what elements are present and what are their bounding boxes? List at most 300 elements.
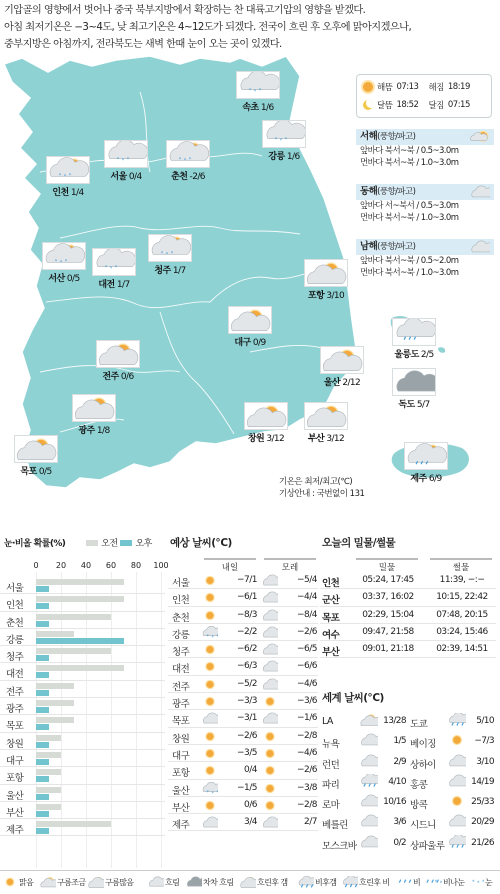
day-after-temp: 2/7 bbox=[304, 817, 317, 828]
moon-icon bbox=[363, 100, 373, 110]
rain-city-label: 강릉 bbox=[6, 634, 24, 646]
low-tide-times: 03:24, 15:46 bbox=[436, 626, 488, 637]
city-temp: 1/6 bbox=[284, 152, 300, 162]
city-name: 울산 bbox=[323, 378, 341, 388]
map-city-marker bbox=[404, 442, 448, 484]
forecast-city: 광주 bbox=[172, 699, 190, 711]
intro-text bbox=[4, 2, 496, 53]
city-temp: 1/7 bbox=[170, 266, 186, 276]
city-weather-box bbox=[104, 140, 148, 168]
city-weather-box bbox=[228, 306, 272, 334]
partly-cloudy-icon bbox=[470, 130, 490, 144]
svg-text:*: * bbox=[121, 158, 125, 165]
tide-port: 목포 bbox=[322, 612, 340, 624]
city-name: 서산 bbox=[48, 274, 65, 284]
svg-text:*: * bbox=[104, 265, 108, 272]
am-bar bbox=[36, 804, 61, 810]
world-row bbox=[320, 773, 496, 793]
legend-item bbox=[342, 876, 389, 888]
cloud-icon bbox=[360, 835, 378, 849]
svg-text:*: * bbox=[188, 157, 192, 164]
day-after-temp: −3/6 bbox=[296, 696, 317, 707]
world-city-name: LA bbox=[322, 716, 333, 727]
svg-text:*: * bbox=[248, 88, 252, 95]
cloud-icon bbox=[448, 754, 466, 768]
world-city-temp: 5/10 bbox=[476, 716, 494, 726]
city-name: 서울 bbox=[110, 172, 127, 182]
city-name: 인천 bbox=[52, 188, 69, 198]
city-weather-box bbox=[92, 248, 136, 276]
legend-label: 맑음 bbox=[19, 877, 34, 887]
sea-name: 서해 bbox=[360, 131, 378, 142]
tide-header bbox=[320, 556, 496, 572]
cloud-icon bbox=[262, 643, 278, 656]
cloud-icon bbox=[262, 660, 278, 673]
am-bar bbox=[36, 787, 61, 793]
rain-city-label: 춘천 bbox=[6, 617, 24, 629]
sun-icon bbox=[202, 747, 218, 760]
rain-row bbox=[0, 750, 165, 767]
snow-sun-icon bbox=[167, 141, 209, 171]
world-city-temp: 2/9 bbox=[393, 756, 406, 767]
city-temp: 1/4 bbox=[68, 188, 84, 198]
sun-moon-box bbox=[356, 74, 492, 118]
world-city-name: 상파울루 bbox=[410, 840, 445, 852]
legend-item bbox=[426, 876, 464, 888]
forecast-row bbox=[168, 676, 318, 693]
snow-icon bbox=[468, 876, 484, 888]
forecast-row bbox=[168, 814, 318, 831]
am-bar bbox=[36, 700, 74, 706]
world-city-name: 베를린 bbox=[322, 820, 348, 832]
city-name: 전주 bbox=[102, 372, 119, 382]
moonrise-label: 달뜸 bbox=[377, 101, 393, 111]
tomorrow-temp: −3/5 bbox=[236, 747, 257, 758]
legend-item bbox=[298, 876, 336, 888]
legend-item bbox=[88, 876, 134, 888]
rain-row bbox=[0, 663, 165, 680]
svg-text:*: * bbox=[477, 880, 479, 887]
forecast-row bbox=[168, 607, 318, 624]
legend-label: 차차 흐림 bbox=[203, 877, 234, 887]
legend-label: 흐린후 갬 bbox=[257, 877, 288, 887]
low-tide-times: 07:48, 20:15 bbox=[436, 609, 488, 620]
sunset-label: 해짐 bbox=[428, 83, 444, 93]
sun-cloud-icon bbox=[321, 347, 363, 377]
cloud-icon bbox=[262, 609, 278, 622]
cloud-icon bbox=[360, 733, 378, 747]
svg-text:*: * bbox=[211, 790, 214, 795]
map-city-marker bbox=[148, 234, 192, 276]
rain-city-label: 포항 bbox=[6, 773, 24, 785]
snow-cloud-icon bbox=[237, 72, 279, 102]
city-weather-box bbox=[72, 394, 116, 422]
city-temp: 0/5 bbox=[64, 274, 80, 284]
am-bar bbox=[36, 596, 124, 602]
world-row bbox=[320, 732, 496, 752]
tide-port: 부산 bbox=[322, 647, 340, 659]
rain-city-label: 대구 bbox=[6, 755, 24, 767]
rain-city-label: 인천 bbox=[6, 600, 24, 612]
am-bar bbox=[36, 648, 111, 654]
sunrise-label: 해뜸 bbox=[377, 83, 393, 93]
cloud-icon bbox=[470, 240, 490, 254]
rain-cloud-icon bbox=[360, 774, 378, 788]
sun-icon bbox=[2, 876, 18, 888]
legend-label: 비후갬 bbox=[315, 877, 337, 887]
city-weather-box bbox=[304, 402, 348, 430]
city-weather-box bbox=[304, 259, 348, 287]
sun-icon bbox=[202, 609, 218, 622]
svg-text:*: * bbox=[178, 157, 182, 164]
city-weather-box bbox=[404, 442, 448, 470]
legend-label: 비 bbox=[413, 877, 421, 887]
sunset-time: 18:19 bbox=[447, 82, 470, 92]
cloud-icon bbox=[202, 712, 218, 725]
city-temp: 1/7 bbox=[114, 280, 130, 290]
tomorrow-temp: −6/1 bbox=[236, 592, 257, 603]
rain-axis-tick: 100 bbox=[153, 561, 169, 570]
high-tide-label: 밀물 bbox=[356, 558, 418, 573]
day-after-temp: −2/8 bbox=[296, 730, 317, 741]
world-city-temp: 3/6 bbox=[393, 817, 406, 828]
city-temp: 3/12 bbox=[264, 434, 285, 444]
tide-row bbox=[320, 607, 496, 624]
sea-name: 남해 bbox=[360, 241, 378, 252]
day-after-temp: −6/6 bbox=[296, 661, 317, 672]
sea-wave-line: 먼바다 북서~북 / 1.0~3.0m bbox=[360, 213, 459, 223]
sun-icon bbox=[262, 799, 278, 812]
snow-sun-icon bbox=[149, 235, 191, 265]
am-bar bbox=[36, 717, 74, 723]
svg-text:*: * bbox=[274, 137, 278, 144]
legend-item bbox=[40, 876, 86, 888]
forecast-row bbox=[168, 710, 318, 727]
high-tide-times: 05:24, 17:45 bbox=[362, 575, 414, 585]
sun-cloud-icon bbox=[40, 876, 56, 888]
legend-label: 비나눈 bbox=[443, 877, 465, 887]
rain-cloud-icon bbox=[342, 876, 358, 888]
city-weather-box bbox=[46, 156, 90, 184]
rain-city-label: 대전 bbox=[6, 669, 24, 681]
world-city-name: 뉴욕 bbox=[322, 739, 340, 751]
snow-sun-icon bbox=[47, 157, 89, 187]
forecast-city: 제주 bbox=[172, 820, 190, 832]
day-after-temp: −2/6 bbox=[296, 765, 317, 776]
dark-cloud-icon bbox=[186, 876, 202, 888]
world-title: 세계 날씨(℃) bbox=[322, 692, 384, 704]
sun-icon bbox=[262, 782, 278, 795]
world-city-temp: 4/10 bbox=[388, 776, 406, 787]
cloud-icon bbox=[148, 876, 164, 888]
low-tide-times: 10:15, 22:42 bbox=[436, 592, 488, 603]
svg-text:*: * bbox=[54, 259, 58, 266]
cloud-icon bbox=[202, 816, 218, 829]
rain-axis-tick: 20 bbox=[55, 561, 67, 570]
pm-bar bbox=[36, 776, 49, 782]
city-name: 부산 bbox=[307, 434, 325, 444]
intro-line-2: 아침 최저기온은 −3~4도, 낮 최고기온은 4~12도가 되겠다. 전국이 흐린 후 오후에 맑아지겠으나, bbox=[4, 22, 412, 33]
svg-text:*: * bbox=[211, 634, 214, 639]
rain-city-label: 제주 bbox=[6, 825, 24, 837]
city-weather-box bbox=[96, 340, 140, 368]
forecast-city: 대구 bbox=[172, 750, 190, 762]
svg-text:*: * bbox=[126, 157, 130, 164]
forecast-city: 청주 bbox=[172, 647, 190, 659]
sun-icon bbox=[262, 730, 278, 743]
rain-row bbox=[0, 681, 165, 698]
sun-icon bbox=[202, 591, 218, 604]
world-city-temp: −7/3 bbox=[474, 736, 494, 747]
tide-rows bbox=[320, 572, 496, 658]
map-city-marker bbox=[166, 140, 210, 182]
pm-bar bbox=[36, 621, 49, 627]
map-city-marker bbox=[392, 368, 436, 410]
rain-snow-icon bbox=[426, 876, 442, 888]
sun-icon bbox=[202, 764, 218, 777]
cloud-icon bbox=[262, 626, 278, 639]
low-tide-times: 11:39, −:− bbox=[439, 575, 485, 585]
high-tide-times: 03:37, 16:02 bbox=[362, 592, 414, 603]
city-weather-box bbox=[320, 346, 364, 374]
pm-bar bbox=[36, 690, 49, 696]
legend-label: 흐린후 비 bbox=[359, 877, 390, 887]
sun-icon bbox=[363, 82, 373, 92]
city-temp: 1/8 bbox=[94, 426, 110, 436]
city-weather-box bbox=[236, 71, 280, 99]
tide-row bbox=[320, 624, 496, 641]
city-temp: 6/9 bbox=[426, 474, 442, 484]
day-after-temp: −4/6 bbox=[296, 678, 317, 689]
svg-text:*: * bbox=[206, 789, 209, 795]
rain-axis-tick: 0 bbox=[33, 561, 39, 570]
sea-wave-line: 앞바다 북서~북 / 0.5~3.0m bbox=[360, 146, 459, 156]
rain-sun-icon bbox=[405, 443, 447, 473]
map-city-marker bbox=[72, 394, 116, 436]
sun-icon bbox=[262, 764, 278, 777]
legend-label: 구름조금 bbox=[57, 877, 86, 887]
city-name: 포항 bbox=[307, 291, 325, 301]
city-temp: 5/7 bbox=[414, 400, 430, 410]
sea-sub: (풍향/파고) bbox=[377, 187, 416, 197]
forecast-row bbox=[168, 745, 318, 762]
world-weather-table bbox=[320, 712, 496, 854]
city-weather-box bbox=[14, 435, 58, 463]
forecast-row bbox=[168, 693, 318, 710]
forecast-city: 강릉 bbox=[172, 629, 190, 641]
city-weather-box bbox=[262, 120, 306, 148]
world-city-temp: 1/5 bbox=[393, 736, 406, 747]
forecast-row bbox=[168, 572, 318, 589]
am-bar bbox=[36, 752, 61, 758]
sea-box bbox=[356, 129, 494, 169]
dark-cloud-icon bbox=[393, 369, 435, 399]
sun-cloud-icon bbox=[73, 395, 115, 425]
rain-row bbox=[0, 819, 165, 836]
snow-cloud-icon bbox=[93, 249, 135, 279]
tide-port: 인천 bbox=[322, 578, 340, 589]
legend-item bbox=[186, 876, 233, 888]
sea-title bbox=[356, 129, 494, 145]
tomorrow-temp: −7/1 bbox=[236, 575, 257, 585]
city-weather-box bbox=[148, 234, 192, 262]
legend-label: 눈 bbox=[485, 877, 493, 887]
cloud-icon bbox=[360, 814, 378, 828]
sun-icon bbox=[202, 730, 218, 743]
map-city-marker bbox=[320, 346, 364, 388]
sun-icon bbox=[448, 733, 466, 747]
cloud-icon bbox=[448, 814, 466, 828]
map-city-marker bbox=[392, 318, 436, 360]
sun-cloud-icon bbox=[360, 713, 378, 727]
rain-city-label: 목포 bbox=[6, 721, 24, 733]
pm-bar bbox=[36, 794, 49, 800]
map-city-marker bbox=[96, 340, 140, 382]
city-temp: 1/6 bbox=[258, 103, 274, 113]
sea-box bbox=[356, 239, 494, 279]
tide-port: 여수 bbox=[322, 629, 340, 641]
world-city-temp: 20/29 bbox=[471, 817, 494, 828]
world-city-name: 파리 bbox=[322, 779, 340, 791]
rain-city-label: 청주 bbox=[6, 652, 24, 664]
forecast-city: 창원 bbox=[172, 733, 190, 745]
tomorrow-temp: −2/2 bbox=[236, 626, 257, 637]
forecast-city: 서울 bbox=[172, 578, 190, 589]
city-name: 창원 bbox=[247, 434, 265, 444]
am-bar bbox=[36, 769, 61, 775]
world-city-name: 상하이 bbox=[410, 759, 436, 771]
world-row bbox=[320, 793, 496, 813]
rain-axis-tick: 80 bbox=[130, 561, 142, 570]
sunrise-time: 07:13 bbox=[396, 82, 419, 92]
sun-icon bbox=[448, 794, 466, 808]
rain-row bbox=[0, 594, 165, 611]
pm-bar bbox=[36, 603, 49, 609]
pm-bar bbox=[36, 638, 124, 644]
world-city-temp: 10/16 bbox=[383, 797, 406, 808]
map-city-marker bbox=[304, 259, 348, 301]
tide-row bbox=[320, 589, 496, 606]
pm-legend-label: 오후 bbox=[135, 539, 152, 549]
rain-row bbox=[0, 802, 165, 819]
moonset-time: 07:15 bbox=[447, 100, 470, 110]
map-city-marker bbox=[244, 402, 288, 444]
tide-port: 군산 bbox=[322, 595, 340, 607]
forecast-row bbox=[168, 658, 318, 675]
forecast-city: 춘천 bbox=[172, 612, 190, 624]
city-weather-box bbox=[42, 242, 86, 270]
day-after-temp: −2/6 bbox=[296, 626, 317, 637]
city-temp: 2/5 bbox=[418, 350, 434, 360]
am-swatch bbox=[86, 540, 98, 546]
svg-text:*: * bbox=[63, 174, 67, 181]
sun-cloud-icon bbox=[305, 260, 347, 290]
high-tide-times: 09:01, 21:18 bbox=[362, 644, 414, 655]
rain-cloud-icon bbox=[448, 713, 466, 727]
city-name: 울릉도 bbox=[394, 350, 419, 360]
svg-text:*: * bbox=[68, 173, 72, 180]
legend-label: 구름많음 bbox=[105, 877, 134, 887]
sea-sub: (풍향/파고) bbox=[377, 242, 416, 252]
svg-text:*: * bbox=[439, 880, 442, 887]
sea-title bbox=[356, 239, 494, 255]
tomorrow-temp: 0/6 bbox=[244, 799, 257, 810]
rain-row bbox=[0, 733, 165, 750]
tomorrow-temp: −1/5 bbox=[236, 782, 257, 793]
forecast-city: 인천 bbox=[172, 595, 190, 607]
svg-text:* bbox=[216, 790, 218, 795]
city-temp: 0/4 bbox=[126, 172, 142, 182]
world-city-temp: 21/26 bbox=[471, 837, 494, 848]
rain-city-label: 울산 bbox=[6, 790, 24, 802]
forecast-table bbox=[168, 556, 318, 831]
pm-bar bbox=[36, 586, 49, 592]
am-legend-label: 오전 bbox=[101, 539, 118, 549]
city-name: 대구 bbox=[234, 338, 251, 348]
rain-city-label: 서울 bbox=[6, 583, 24, 594]
rain-sun-icon bbox=[298, 876, 314, 888]
pm-bar bbox=[36, 655, 49, 661]
rain-chart bbox=[0, 577, 165, 836]
rain-city-label: 광주 bbox=[6, 704, 24, 716]
city-temp: 0/9 bbox=[250, 338, 266, 348]
tide-row bbox=[320, 572, 496, 589]
svg-text:*: * bbox=[284, 137, 288, 144]
cloud-sun-icon bbox=[240, 876, 256, 888]
am-bar bbox=[36, 579, 124, 585]
world-city-temp: 13/28 bbox=[383, 716, 406, 726]
intro-line-1: 기압골의 영향에서 벗어나 중국 북부지방에서 확장하는 찬 대륙고기압의 영향을 받겠다. bbox=[4, 5, 366, 16]
sun-cloud-icon bbox=[245, 403, 287, 433]
moonset-label: 달짐 bbox=[428, 101, 444, 111]
sun-icon bbox=[202, 799, 218, 812]
tomorrow-temp: −3/1 bbox=[236, 713, 257, 724]
am-bar bbox=[36, 631, 74, 637]
world-city-temp: 3/10 bbox=[476, 756, 494, 767]
sea-wave-line: 먼바다 북서~북 / 1.0~3.0m bbox=[360, 268, 459, 278]
svg-text:*: * bbox=[253, 89, 257, 96]
day-after-temp: −6/5 bbox=[296, 644, 317, 655]
am-bar bbox=[36, 614, 111, 620]
world-city-name: 방콕 bbox=[410, 800, 428, 812]
world-city-name: 베이징 bbox=[410, 739, 436, 751]
sea-box bbox=[356, 184, 494, 224]
forecast-row bbox=[168, 762, 318, 779]
svg-text:* bbox=[216, 634, 218, 639]
world-city-name: 시드니 bbox=[410, 820, 436, 832]
city-name: 속초 bbox=[242, 103, 259, 113]
city-temp: -2/6 bbox=[187, 172, 205, 182]
day-after-temp: −2/8 bbox=[296, 799, 317, 810]
cloud-icon bbox=[360, 794, 378, 808]
legend-item bbox=[468, 876, 492, 888]
rain-row bbox=[0, 629, 165, 646]
tomorrow-temp: −8/3 bbox=[236, 609, 257, 620]
high-tide-times: 09:47, 21:58 bbox=[362, 626, 414, 637]
pm-bar bbox=[36, 828, 49, 834]
snow-sun-icon bbox=[202, 782, 218, 795]
sun-icon bbox=[202, 678, 218, 691]
map-city-marker bbox=[92, 248, 136, 290]
city-name: 대전 bbox=[98, 280, 115, 290]
world-city-name: 런던 bbox=[322, 759, 340, 771]
rain-row bbox=[0, 646, 165, 663]
world-city-temp: 25/33 bbox=[471, 797, 494, 808]
cloud-icon bbox=[262, 678, 278, 691]
forecast-row bbox=[168, 797, 318, 814]
world-row bbox=[320, 813, 496, 833]
rain-row bbox=[0, 785, 165, 802]
